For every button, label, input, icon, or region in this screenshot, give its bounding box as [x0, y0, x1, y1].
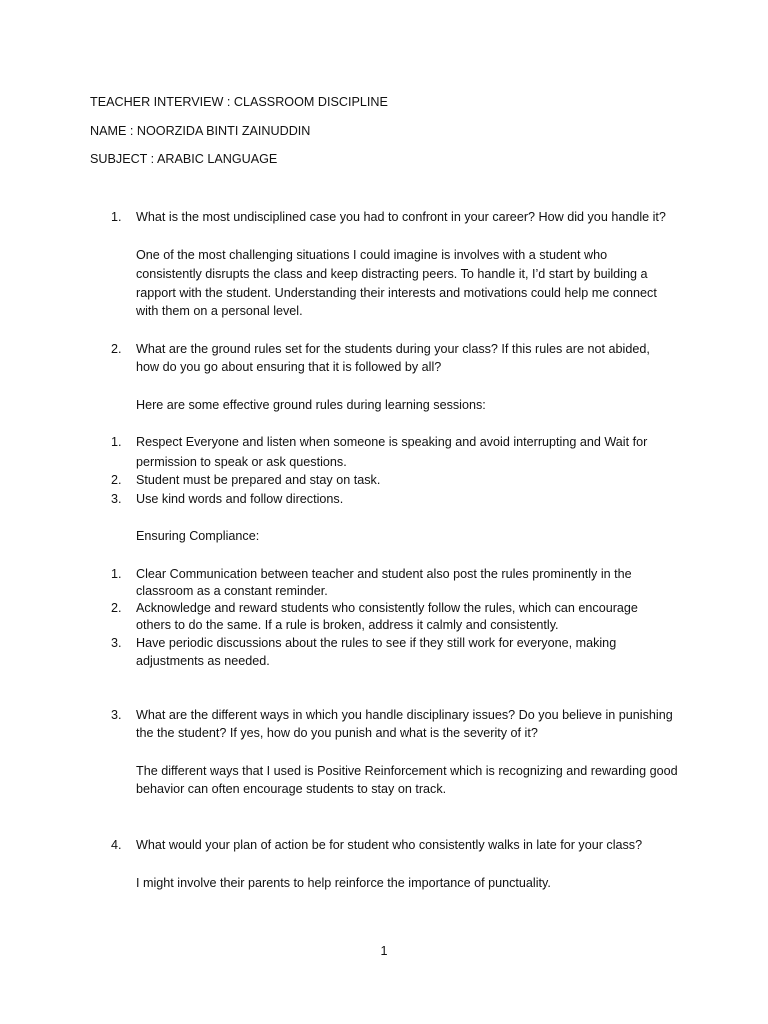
rule-line: Respect Everyone and listen when someone is speaking and avoid interrupting and Wait for [136, 435, 648, 449]
compliance-number: 1. [111, 567, 122, 581]
question-number: 2. [111, 342, 122, 356]
rule-line: Use kind words and follow directions. [136, 492, 344, 506]
document-title: TEACHER INTERVIEW : CLASSROOM DISCIPLINE [90, 95, 388, 109]
compliance-line: Have periodic discussions about the rules to see if they still work for everyone, making [136, 636, 617, 650]
question-number: 4. [111, 838, 122, 852]
question-1-text: What is the most undisciplined case you had to confront in your career? How did you handle it? [136, 210, 666, 224]
rule-line: permission to speak or ask questions. [136, 455, 347, 469]
compliance-line: Acknowledge and reward students who consistently follow the rules, which can encourage [136, 601, 638, 615]
rule-number: 3. [111, 492, 122, 506]
subject-line: SUBJECT : ARABIC LANGUAGE [90, 152, 278, 166]
answer-3-line: The different ways that I used is Positive Reinforcement which is recognizing and rewarding good [136, 764, 678, 778]
compliance-line: Clear Communication between teacher and student also post the rules prominently in the [136, 567, 632, 581]
question-number: 3. [111, 708, 122, 722]
answer-1-line: rapport with the student. Understanding their interests and motivations could help me connect [136, 286, 657, 300]
answer-3-line: behavior can often encourage students to stay on track. [136, 782, 447, 796]
teacher-name: NAME : NOORZIDA BINTI ZAINUDDIN [90, 124, 311, 138]
rule-number: 2. [111, 473, 122, 487]
page-number: 1 [380, 944, 388, 958]
compliance-number: 3. [111, 636, 122, 650]
compliance-heading: Ensuring Compliance: [136, 529, 260, 543]
question-number: 1. [111, 210, 122, 224]
rule-line: Student must be prepared and stay on task. [136, 473, 381, 487]
question-3-line: the the student? If yes, how do you punish and what is the severity of it? [136, 726, 538, 740]
compliance-line: classroom as a constant reminder. [136, 584, 328, 598]
answer-4-text: I might involve their parents to help reinforce the importance of punctuality. [136, 876, 551, 890]
question-2-line: What are the ground rules set for the students during your class? If this rules are not abided, [136, 342, 650, 356]
question-3-line: What are the different ways in which you handle disciplinary issues? Do you believe in punishing [136, 708, 673, 722]
compliance-number: 2. [111, 601, 122, 615]
compliance-line: others to do the same. If a rule is broken, address it calmly and consistently. [136, 618, 559, 632]
question-2-line: how do you go about ensuring that it is followed by all? [136, 360, 442, 374]
compliance-line: adjustments as needed. [136, 654, 270, 668]
ground-rules-intro: Here are some effective ground rules during learning sessions: [136, 398, 486, 412]
question-4-text: What would your plan of action be for student who consistently walks in late for your class? [136, 838, 643, 852]
rule-number: 1. [111, 435, 122, 449]
answer-1-line: with them on a personal level. [136, 304, 303, 318]
answer-1-line: One of the most challenging situations I could imagine is involves with a student who [136, 248, 608, 262]
answer-1-line: consistently disrupts the class and keep distracting peers. To handle it, I’d start by building a [136, 267, 648, 281]
